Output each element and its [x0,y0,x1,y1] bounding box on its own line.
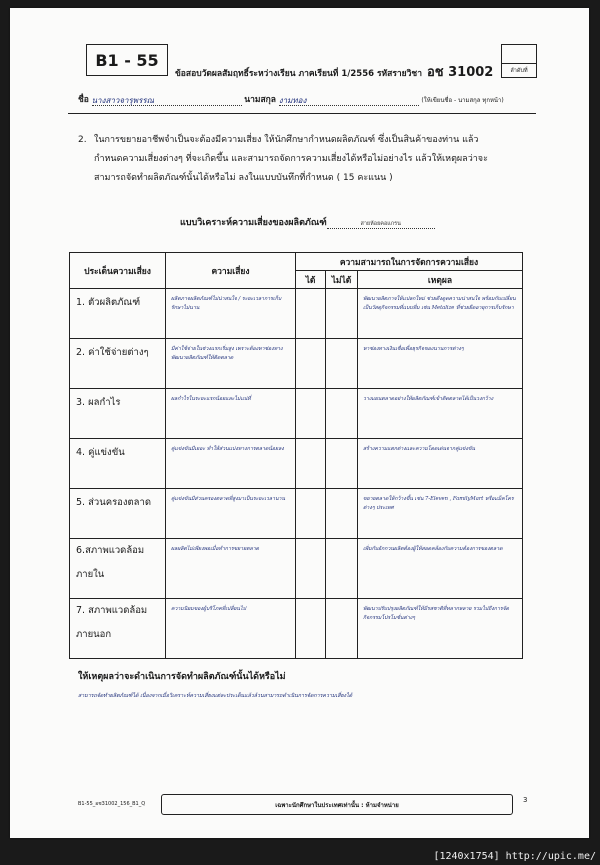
reason-cell: พัฒนาผลิตภาจให้แปลกใหม่ ช่วยดึงดูดความน่าสนใจ พร้อมกับเปลี่ยนเป็นวัสดุกิจกรรมที่แบบที่ม เช่น Metalize ที่ช่วยยืดอายุการเก็บรักษา [358,289,523,339]
reason-cell: เพิ่มกับอักกวนผลิตต้องผู้ให้สอดคล้องกับความต้องการของตลาด [358,539,523,599]
risk-cell: ผลิตภาจผลิตภัณฑ์ไม่น่าสนใจ / ระยะเวลาการเก็บรักษาไม่นาน [166,289,296,339]
header-capability: ความสามารถในการจัดการความเสี่ยง [296,253,523,271]
can-cell [296,599,326,659]
question-line-1: ในการขยายอาชีพจำเป็นจะต้องมีความเสี่ยง ให้นักศึกษากำหนดผลิตภัณฑ์ ซึ่งเป็นสินค้าของท่าน แล้ว [94,135,479,145]
issue-cell: 1. ตัวผลิตภัณฑ์ [70,289,166,339]
issue-cell: 3. ผลกำไร [70,389,166,439]
can-cell [296,539,326,599]
table-row [70,539,523,599]
issue-cell: 5. ส่วนครองตลาด [70,489,166,539]
issue-cell: 6.สภาพแวดล้อมภายใน [70,539,166,599]
can-cell [296,489,326,539]
surname-field [279,94,419,106]
header-divider [68,113,536,114]
table-row [70,489,523,539]
surname-label: นามสกุล [244,95,277,105]
name-label: ชื่อ [78,95,89,105]
footer-notice: เฉพาะนักศึกษาในประเทศเท่านั้น : ห้ามจำหน่าย [161,794,513,815]
reason-cell: สร้างความแตกต่างและความโดดเด่นจากคู่แข่งขัน [358,439,523,489]
name-field [92,94,242,106]
conclusion-title: ให้เหตุผลว่าจะดำเนินการจัดทำผลิตภัณฑ์นั้นได้หรือไม่ [78,672,286,682]
header-can: ได้ [296,271,326,289]
risk-analysis-table [69,252,523,659]
sequence-label: ลำดับที่ [510,68,528,74]
conclusion-answer: สามารถจัดทำผลิตภัณฑ์ได้ เนื่องจากเมื่อวิเคราะห์ความเสี่ยงแต่ละประเด็นแล้วล้วนสามารถดำเนินการจัดการความเสี่ยงได้ [78,693,353,699]
cannot-cell [326,489,358,539]
risk-cell: ผลกำไรในระยะแรกน้อยและไม่แน่ที่ [166,389,296,439]
product-name: สายห้อยคอแกรน [327,220,435,229]
header-reason: เหตุผล [358,271,523,289]
risk-cell: ความนิยมของผู้บริโภคที่เปลี่ยนไป [166,599,296,659]
question-line-2: กำหนดความเสี่ยงต่างๆ ที่จะเกิดขึ้น และสามารถจัดการความเสี่ยงได้หรือไม่อย่างไร แล้วให้เหตุผลว่าจะ [94,154,488,164]
name-value: นางสาวจารุพรรณ [91,96,155,105]
table-row [70,599,523,659]
risk-cell: มีค่าใช้จ่ายในช่วงแรกเริ่มสูง เพราะต้องหาช่องทางพัฒนาผลิตภัณฑ์ให้ติดตลาด [166,339,296,389]
document-code: B1-55_อช31002_156_B1_Q [78,801,146,807]
watermark-text: [1240x1754] http://upic.me/ [433,851,596,862]
reason-cell: ขยายตลาดให้กว้างขึ้น เช่น 7-Eleven , FamilyMart หรือแม็คโครต่างๆ ประเทศ [358,489,523,539]
can-cell [296,289,326,339]
can-cell [296,439,326,489]
question-line-3: สามารถจัดทำผลิตภัณฑ์นั้นได้หรือไม่ ลงในแบบบันทึกที่กำหนด ( 15 คะแนน ) [94,173,393,183]
table-row [70,389,523,439]
issue-cell: 4. คู่แข่งขัน [70,439,166,489]
risk-cell: คู่แข่งขันมีเยอะ ทำให้ส่วนแบ่งทางการตลาดน้อยลง [166,439,296,489]
risk-cell: ผลผลิตไม่เพียงพอเมื่อทำการขยายตลาด [166,539,296,599]
exam-title [175,61,493,82]
exam-code-box: B1 - 55 [86,44,168,76]
header-issue: ประเด็นความเสี่ยง [70,253,166,289]
can-cell [296,339,326,389]
header-cannot: ไม่ได้ [326,271,358,289]
subject-code: อช 31002 [426,65,494,80]
name-row [78,92,504,106]
table-row [70,439,523,489]
reason-cell: พัฒนาปรับปรุงผลิตภัณฑ์ให้มีรสชาติที่หลากหลาย รวมไปถึงการจัดกิจกรรมโปรโมชั่นต่างๆ [358,599,523,659]
cannot-cell [326,599,358,659]
exam-page [10,8,589,838]
table-row [70,339,523,389]
cannot-cell [326,539,358,599]
issue-cell: 7. สภาพแวดล้อมภายนอก [70,599,166,659]
form-title-text: แบบวิเคราะห์ความเสี่ยงของผลิตภัณฑ์ [180,218,327,228]
name-note: (ให้เขียนชื่อ - นามสกุล ทุกหน้า) [421,97,504,104]
page-number: 3 [523,796,528,804]
cannot-cell [326,389,358,439]
surname-value: งามทอง [278,96,307,105]
issue-cell: 2. ค่าใช้จ่ายต่างๆ [70,339,166,389]
reason-cell: หาช่องทางเงินเชื่อเพื่อธุรกิจของนานการต่างๆ [358,339,523,389]
exam-title-text: ข้อสอบวัดผลสัมฤทธิ์ระหว่างเรียน ภาคเรียนที่ 1/2556 รหัสรายวิชา [175,69,422,79]
reason-cell: วางแผนตลาดอย่างให้ผลิตภัณฑ์เข้าติดตลาดได้เป็นวงกว้าง [358,389,523,439]
header-risk: ความเสี่ยง [166,253,296,289]
cannot-cell [326,339,358,389]
cannot-cell [326,439,358,489]
table-row [70,289,523,339]
risk-cell: คู่แข่งขันมีส่วนครองตลาดที่สูงมาเป็นระยะเวลานาน [166,489,296,539]
can-cell [296,389,326,439]
form-title [180,215,435,229]
sequence-box [501,44,537,78]
cannot-cell [326,289,358,339]
question-number: 2. [78,135,87,145]
question-text [78,131,538,188]
